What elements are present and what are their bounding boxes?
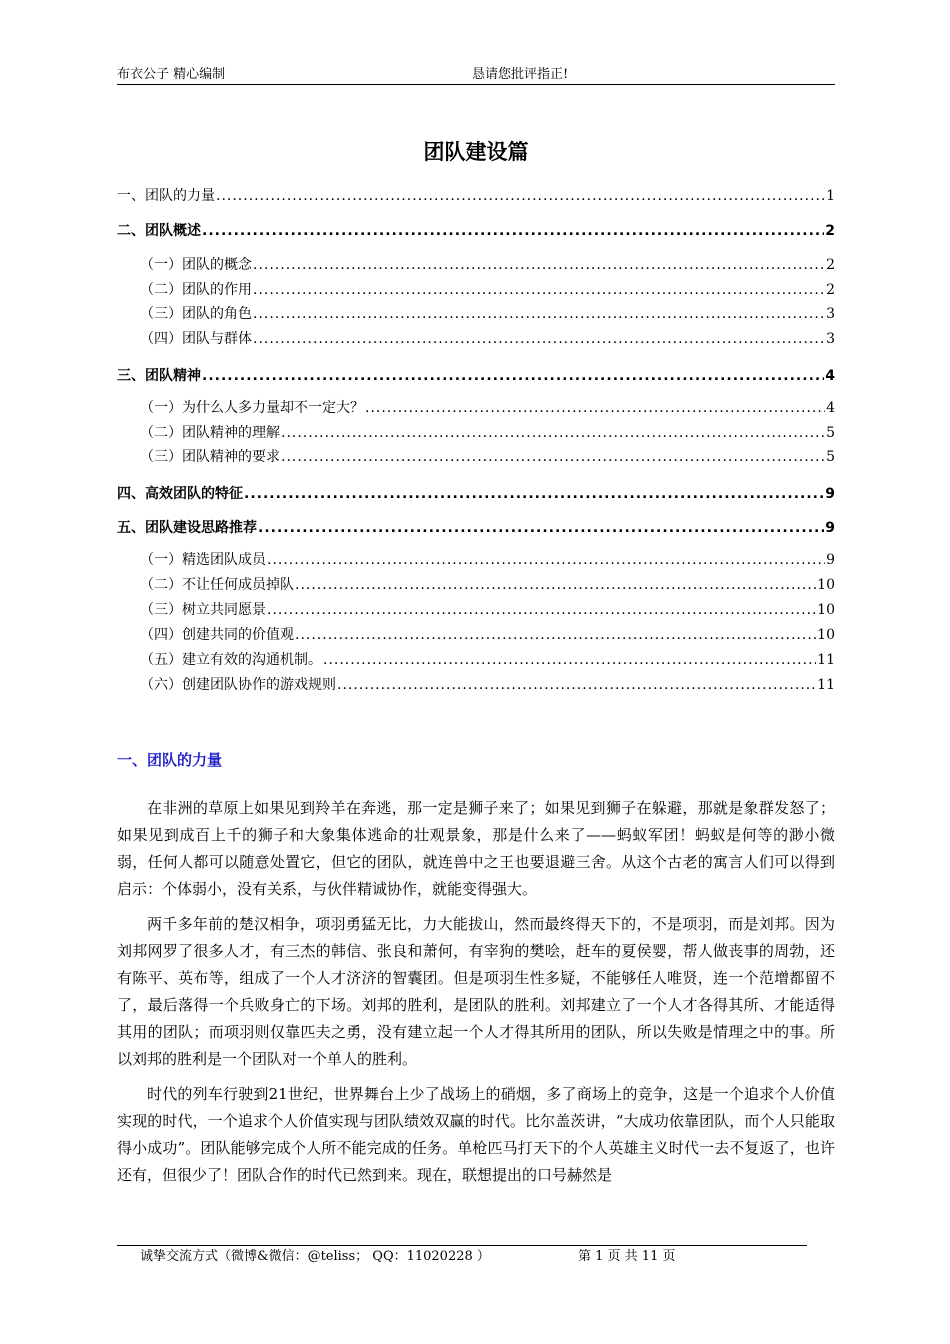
toc-entry-label: （二）不让任何成员掉队 [140,577,294,593]
toc-entry-2-1[interactable] [140,253,835,277]
footer-divider [117,1245,807,1246]
toc-entry-2-2[interactable] [140,278,835,302]
toc-entry-3-1[interactable] [140,396,835,420]
toc-entry-label: （二）团队的作用 [140,282,252,298]
toc-entry-label: （五）建立有效的沟通机制。 [140,652,322,668]
toc-dot-leader [216,184,825,208]
header-note: 恳请您批评指正! [472,67,569,82]
toc-entry-page: 3 [826,306,835,322]
toc-entry-2-4[interactable] [140,327,835,351]
toc-entry-page: 1 [826,188,835,204]
toc-entry-5-6[interactable] [140,673,835,697]
paragraph-3: 时代的列车行驶到21世纪，世界舞台上少了战场上的硝烟，多了商场上的竞争，这是一个追求个人价值实现的时代，一个追求个人价值实现与团队绩效双赢的时代。比尔盖茨讲，“大成功依靠团队，而个人只能取得小成功”。团队能够完成个人所不能完成的任务。单枪匹马打天下的个人英雄主义时代一去不复返了，也许还有，但很少了！团队合作的时代已然到来。现在，联想提出的口号赫然是 [117,1085,835,1184]
footer-contact: 诚挚交流方式（微博&微信：@teliss； QQ：11020228 ） [140,1249,490,1264]
toc-entry-label: （四）团队与群体 [140,331,252,347]
footer-page-number: 第 1 页 共 11 页 [578,1249,676,1264]
toc-entry-page: 4 [825,368,835,384]
toc-dot-leader [337,673,816,697]
toc-dot-leader [258,516,824,540]
toc-entry-5-2[interactable] [140,573,835,597]
toc-entry-page: 9 [825,486,835,502]
toc-dot-leader [295,573,816,597]
toc-entry-page: 11 [817,652,835,668]
header-author: 布衣公子 精心编制 [117,67,226,82]
section-heading: 一、团队的力量 [117,751,223,769]
toc-entry-label: （六）创建团队协作的游戏规则 [140,677,336,693]
toc-entry-3[interactable] [117,364,835,388]
toc-entry-label: （一）团队的概念 [140,257,252,273]
toc-entry-page: 9 [826,552,835,568]
toc-dot-leader [253,253,825,277]
toc-entry-page: 11 [817,677,835,693]
toc-dot-leader [365,396,825,420]
toc-entry-page: 5 [826,425,835,441]
toc-entry-label: 三、团队精神 [117,368,201,384]
toc-entry-label: （二）团队精神的理解 [140,425,280,441]
toc-entry-1[interactable] [117,184,835,208]
toc-dot-leader [281,421,825,445]
toc-entry-page: 2 [826,282,835,298]
toc-dot-leader [202,364,824,388]
toc-entry-4[interactable] [117,482,835,506]
toc-entry-5-5[interactable] [140,648,835,672]
toc-dot-leader [202,219,824,243]
toc-entry-page: 9 [825,520,835,536]
toc-dot-leader [253,302,825,326]
toc-entry-2-3[interactable] [140,302,835,326]
toc-entry-label: （一）为什么人多力量却不一定大？ [140,400,364,416]
page-header [117,66,835,85]
toc-dot-leader [267,548,825,572]
toc-entry-page: 2 [826,257,835,273]
toc-entry-page: 3 [826,331,835,347]
toc-entry-label: （一）精选团队成员 [140,552,266,568]
toc-entry-3-3[interactable] [140,445,835,469]
toc-entry-label: （三）团队精神的要求 [140,449,280,465]
toc-entry-page: 10 [817,602,835,618]
toc-entry-label: 五、团队建设思路推荐 [117,520,257,536]
toc-entry-3-2[interactable] [140,421,835,445]
toc-entry-label: 一、团队的力量 [117,188,215,204]
toc-dot-leader [253,327,825,351]
toc-entry-page: 2 [825,223,835,239]
toc-entry-label: 二、团队概述 [117,223,201,239]
toc-dot-leader [253,278,825,302]
toc-entry-label: （三）树立共同愿景 [140,602,266,618]
toc-dot-leader [323,648,816,672]
paragraph-2: 两千多年前的楚汉相争，项羽勇猛无比，力大能拔山，然而最终得天下的，不是项羽，而是刘邦。因为刘邦网罗了很多人才，有三杰的韩信、张良和萧何，有宰狗的樊哙，赶车的夏侯婴，帮人做丧事的周勃，还有陈平、英布等，组成了一个人才济济的智囊团。但是项羽生性多疑，不能够任人唯贤，连一个范增都留不了，最后落得一个兵败身亡的下场。刘邦的胜利，是团队的胜利。刘邦建立了一个人才各得其所、才能适得其用的团队；而项羽则仅靠匹夫之勇，没有建立起一个人才得其所用的团队，所以失败是情理之中的事。所以刘邦的胜利是一个团队对一个单人的胜利。 [117,915,835,1068]
toc-entry-5-4[interactable] [140,623,835,647]
toc-dot-leader [267,598,816,622]
toc-entry-page: 10 [817,627,835,643]
document-title: 团队建设篇 [423,140,529,164]
toc-entry-label: （四）创建共同的价值观 [140,627,294,643]
body-text [117,795,835,1197]
toc-entry-page: 5 [826,449,835,465]
toc-dot-leader [295,623,816,647]
toc-entry-5[interactable] [117,516,835,540]
toc-entry-page: 10 [817,577,835,593]
toc-dot-leader [244,482,824,506]
toc-entry-page: 4 [826,400,835,416]
toc-entry-5-3[interactable] [140,598,835,622]
toc-entry-label: （三）团队的角色 [140,306,252,322]
toc-dot-leader [281,445,825,469]
toc-entry-label: 四、高效团队的特征 [117,486,243,502]
paragraph-1: 在非洲的草原上如果见到羚羊在奔逃，那一定是狮子来了；如果见到狮子在躲避，那就是象群发怒了；如果见到成百上千的狮子和大象集体逃命的壮观景象，那是什么来了——蚂蚁军团！蚂蚁是何等的渺小微弱，任何人都可以随意处置它，但它的团队，就连兽中之王也要退避三舍。从这个古老的寓言人们可以得到启示：个体弱小，没有关系，与伙伴精诚协作，就能变得强大。 [117,799,835,898]
toc-entry-5-1[interactable] [140,548,835,572]
toc-entry-2[interactable] [117,219,835,243]
